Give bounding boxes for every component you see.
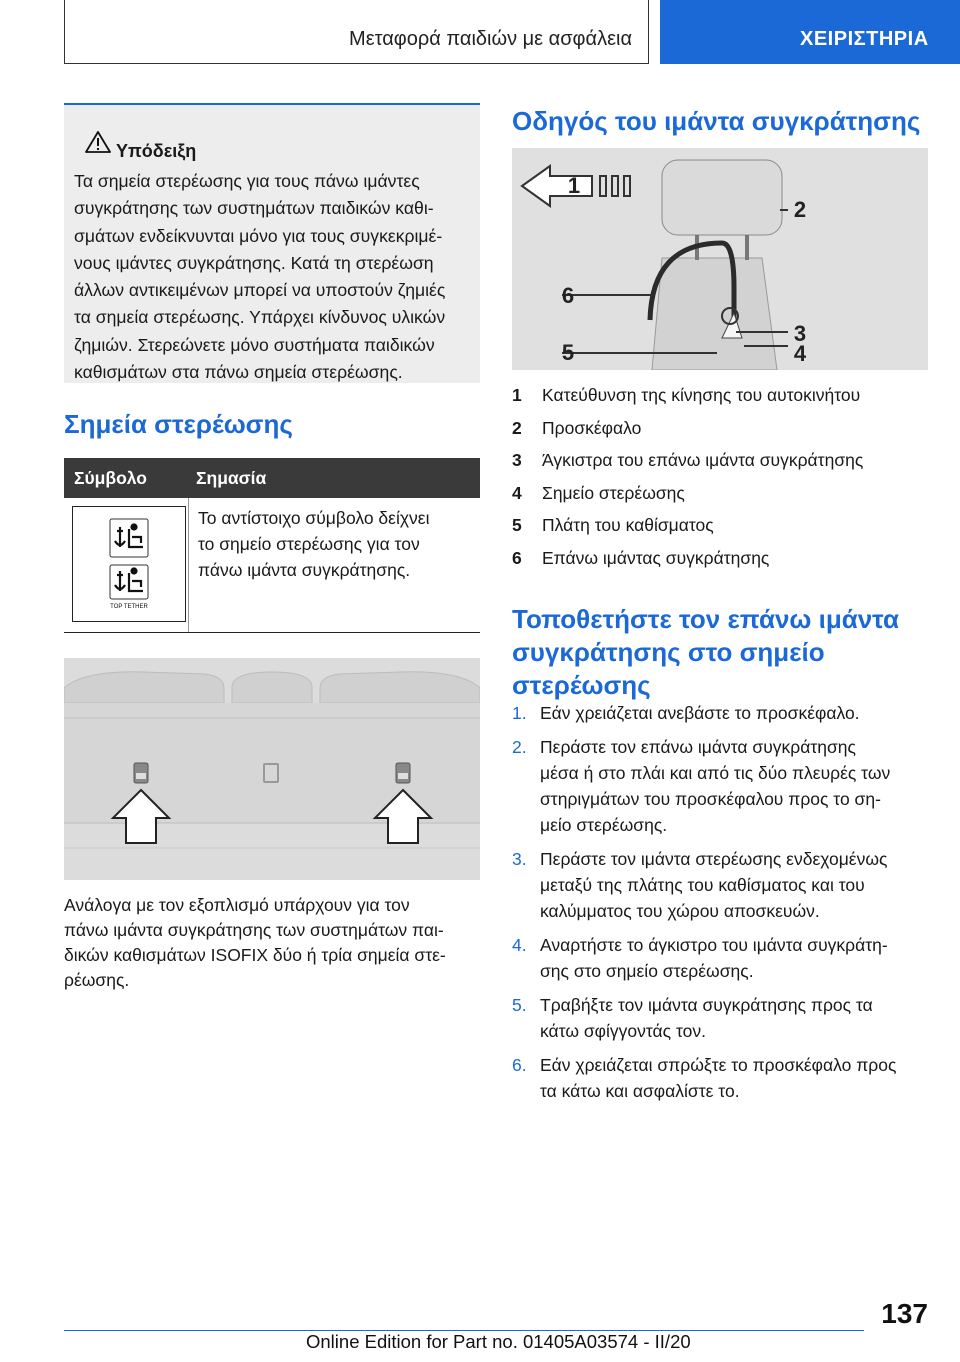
steps-heading-line: συγκράτησης στο σημείο	[512, 637, 825, 667]
meaning-line: πάνω ιμάντα συγκράτησης.	[198, 560, 411, 580]
child-seat-anchor-icon	[73, 507, 185, 621]
step-item	[512, 734, 928, 838]
column-header-meaning: Σημασία	[196, 468, 267, 488]
top-tether-label: TOP TETHER	[110, 604, 148, 610]
installation-steps	[512, 700, 928, 1112]
legend-number: 2	[512, 417, 522, 438]
step-line: σης στο σημείο στερέωσης.	[540, 961, 754, 981]
chapter-tab-label: ΧΕΙΡΙΣΤΗΡΙΑ	[800, 28, 929, 50]
step-line: στηριγμάτων του προσκέφαλου προς το ση-	[540, 789, 881, 809]
meaning-line: το σημείο στερέωσης για τον	[198, 534, 420, 554]
callout-6: 6	[561, 283, 575, 308]
steps-heading-line: στερέωσης	[512, 670, 651, 700]
legend-item	[512, 415, 928, 448]
caption-line: δικών καθισμάτων ISOFIX δύο ή τρία σημεία στε-	[64, 945, 446, 965]
legend-text: Σημείο στερέωσης	[542, 482, 685, 503]
step-number: 1.	[512, 703, 527, 723]
callout-2: 2	[793, 197, 807, 222]
step-line: Περάστε τον ιμάντα στερέωσης ενδεχομένως	[540, 849, 888, 869]
table-bottom-rule	[64, 632, 480, 633]
step-line: μείο στερέωσης.	[540, 815, 668, 835]
step-item	[512, 932, 928, 984]
callout-3: 3	[793, 321, 807, 346]
legend-number: 1	[512, 385, 522, 405]
step-number: 5.	[512, 995, 527, 1015]
note-title: Υπόδειξη	[116, 141, 197, 161]
legend-item	[512, 480, 928, 513]
legend-number: 4	[512, 482, 522, 503]
callout-1: 1	[567, 173, 581, 198]
guide-section-heading: Οδηγός του ιμάντα συγκράτησης	[512, 106, 921, 136]
legend-number: 3	[512, 450, 522, 470]
steps-heading-line: Τοποθετήστε τον επάνω ιμάντα	[512, 604, 900, 634]
step-line: Αναρτήστε το άγκιστρο του ιμάντα συγκράτη-	[540, 935, 888, 955]
step-item	[512, 1052, 928, 1104]
caption-line: Ανάλογα με τον εξοπλισμό υπάρχουν για τον	[64, 895, 410, 915]
chapter-tab[interactable]	[660, 0, 960, 64]
symbol-meaning	[198, 505, 473, 583]
page-number: 137	[881, 1298, 928, 1329]
table-divider	[188, 498, 189, 632]
note-line: καθισμάτων στα πάνω σημεία στερέωσης.	[74, 362, 403, 383]
legend-text: Πλάτη του καθίσματος	[542, 515, 714, 535]
caption-line: πάνω ιμάντα συγκράτησης των συστημάτων παι-	[64, 920, 444, 940]
note-line: συγκράτησης των συστημάτων παιδικών καθι-	[74, 198, 434, 219]
legend-item	[512, 512, 928, 545]
step-line: Περάστε τον επάνω ιμάντα συγκράτησης	[540, 737, 856, 757]
legend-text: Κατεύθυνση της κίνησης του αυτοκινήτου	[542, 385, 861, 405]
header-section-box	[64, 0, 649, 64]
step-line: τα κάτω και ασφαλίστε το.	[540, 1081, 740, 1101]
header-section-title: Μεταφορά παιδιών με ασφάλεια	[349, 28, 632, 50]
seatback-anchor-illustration	[64, 658, 480, 880]
step-line: Τραβήξτε τον ιμάντα συγκράτησης προς τα	[540, 995, 873, 1015]
note-line: Τα σημεία στερέωσης για τους πάνω ιμάντες	[74, 171, 420, 191]
anchor-caption	[64, 893, 480, 993]
callout-5: 5	[561, 340, 575, 365]
step-line: καλύμματος του χώρου αποσκευών.	[540, 901, 820, 921]
step-line: Εάν χρειάζεται ανεβάστε το προσκέφαλο.	[540, 703, 860, 723]
note-line: άλλων αντικειμένων μπορεί να υποστούν ζημιές	[74, 280, 446, 301]
note-line: νους ιμάντες συγκράτησης. Κατά τη στερέωση	[74, 252, 434, 273]
step-number: 4.	[512, 935, 527, 955]
anchor-section-heading: Σημεία στερέωσης	[64, 409, 293, 439]
step-number: 3.	[512, 849, 527, 869]
tether-symbol-box	[72, 506, 186, 622]
note-body	[74, 168, 474, 386]
step-number: 6.	[512, 1055, 527, 1075]
step-number: 2.	[512, 737, 527, 757]
step-line: μέσα ή στο πλάι και από τις δύο πλευρές των	[540, 763, 891, 783]
legend-item	[512, 545, 928, 578]
column-header-symbol: Σύμβολο	[74, 468, 147, 488]
step-item	[512, 700, 928, 726]
warning-triangle-icon	[85, 131, 111, 153]
note-line: ζημιών. Στερεώνετε μόνο συστήματα παιδικών	[74, 334, 435, 355]
diagram-legend	[512, 382, 928, 577]
caption-line: ρέωσης.	[64, 970, 130, 990]
legend-text: Προσκέφαλο	[542, 417, 642, 438]
step-item	[512, 992, 928, 1044]
step-item	[512, 846, 928, 924]
callout-4: 4	[793, 341, 807, 366]
steps-section-heading	[512, 603, 932, 702]
symbol-table-header	[64, 458, 480, 498]
edition-footer: Online Edition for Part no. 01405A03574 - II/20	[306, 1331, 691, 1352]
step-line: μεταξύ της πλάτης του καθίσματος και του	[540, 875, 865, 895]
legend-text: Επάνω ιμάντας συγκράτησης	[542, 547, 770, 568]
warning-note	[64, 103, 480, 383]
step-line: κάτω σφίγγοντάς τον.	[540, 1021, 706, 1041]
step-line: Εάν χρειάζεται σπρώξτε το προσκέφαλο προς	[540, 1055, 897, 1075]
note-line: τα σημεία στερέωσης. Υπάρχει κίνδυνος υλικών	[74, 307, 446, 328]
tether-guide-diagram	[512, 148, 928, 370]
note-line: σμάτων ενδείκνυνται μόνο για τους συγκεκριμέ-	[74, 225, 443, 246]
legend-number: 6	[512, 547, 522, 568]
legend-item	[512, 447, 928, 480]
legend-item	[512, 382, 928, 415]
meaning-line: Το αντίστοιχο σύμβολο δείχνει	[198, 508, 430, 528]
legend-text: Άγκιστρα του επάνω ιμάντα συγκράτησης	[542, 450, 864, 470]
legend-number: 5	[512, 515, 522, 535]
